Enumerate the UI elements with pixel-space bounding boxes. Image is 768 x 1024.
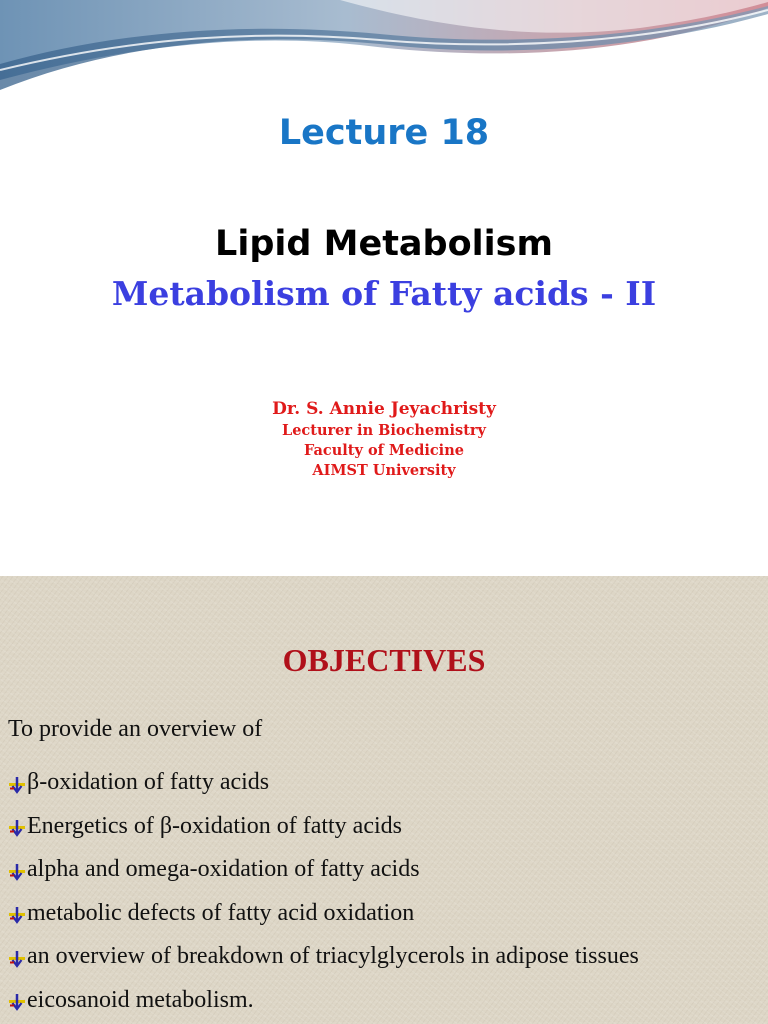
objectives-list <box>8 761 639 1022</box>
objective-item <box>8 935 639 979</box>
objectives-slide <box>0 576 768 1024</box>
arrow-down-bullet-icon <box>8 774 26 792</box>
arrow-down-bullet-icon <box>8 817 26 835</box>
objective-text: eicosanoid metabolism. <box>27 986 254 1013</box>
objective-item <box>8 892 639 936</box>
author-university: AIMST University <box>312 462 456 479</box>
arrow-down-bullet-icon <box>8 991 26 1009</box>
arrow-down-bullet-icon <box>8 948 26 966</box>
lecture-number: Lecture 18 <box>278 113 490 153</box>
author-faculty: Faculty of Medicine <box>304 442 464 459</box>
objective-item <box>8 761 639 805</box>
objective-text: β-oxidation of fatty acids <box>27 769 270 796</box>
objective-text: alpha and omega-oxidation of fatty acids <box>27 856 420 883</box>
arrow-down-bullet-icon <box>8 861 26 879</box>
objectives-intro: To provide an overview of <box>8 716 263 742</box>
arrow-down-bullet-icon <box>8 904 26 922</box>
author-block <box>0 397 768 481</box>
author-position: Lecturer in Biochemistry <box>282 422 486 439</box>
objective-text: Energetics of β-oxidation of fatty acids <box>27 812 402 839</box>
slide-subtitle: Metabolism of Fatty acids - II <box>111 274 657 313</box>
slide-title: Lipid Metabolism <box>215 224 553 264</box>
objective-item <box>8 979 639 1023</box>
objective-text: metabolic defects of fatty acid oxidation <box>27 899 415 926</box>
author-name: Dr. S. Annie Jeyachristy <box>272 399 496 419</box>
objectives-heading: OBJECTIVES <box>282 642 486 678</box>
objective-text: an overview of breakdown of triacylglycerols in adipose tissues <box>27 943 639 970</box>
objective-item <box>8 848 639 892</box>
objective-item <box>8 805 639 849</box>
decorative-wave-header <box>0 0 768 100</box>
